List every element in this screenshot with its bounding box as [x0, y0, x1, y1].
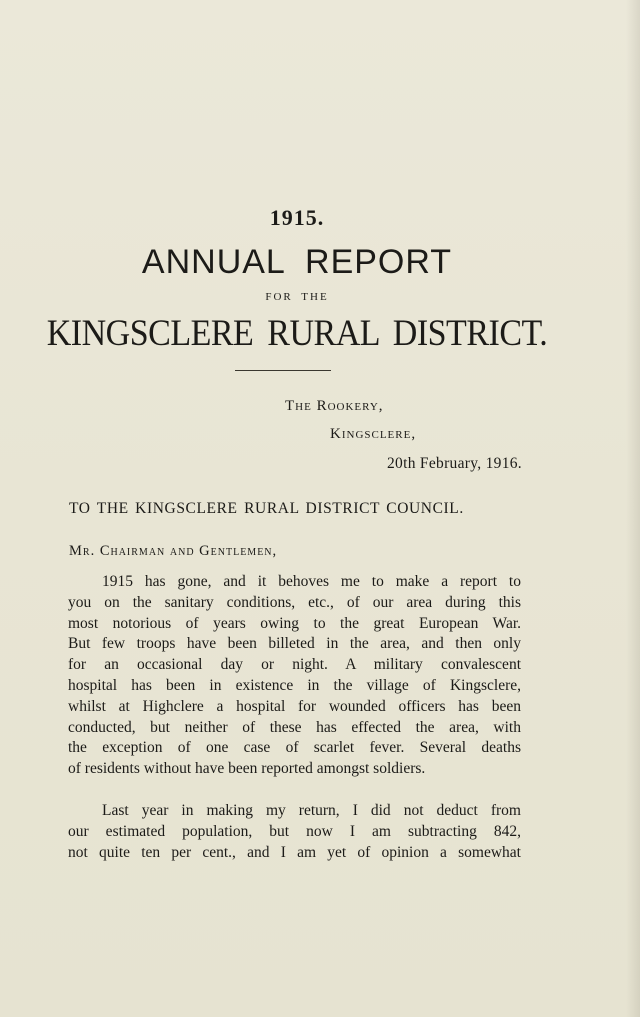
addressee-line: TO THE KINGSCLERE RURAL DISTRICT COUNCIL.	[69, 500, 464, 517]
body-line: for an occasional day or night. A military convalescent	[68, 656, 521, 674]
salutation: Mr. Chairman and Gentlemen,	[69, 543, 278, 559]
body-line: conducted, but neither of these has effected the area, with	[68, 718, 521, 736]
body-line: our estimated population, but now I am subtracting 842,	[68, 822, 521, 840]
body-line: not quite ten per cent., and I am yet of opinion a somewhat	[68, 843, 521, 861]
body-line: hospital has been in existence in the village of Kingsclere,	[68, 676, 521, 694]
report-year: 1915.	[269, 205, 325, 230]
body-line: 1915 has gone, and it behoves me to make a report to	[102, 573, 521, 590]
body-line: of residents without have been reported amongst soldiers.	[68, 760, 426, 778]
for-the-caption: FOR THE	[265, 291, 329, 303]
body-line: the exception of one case of scarlet fever. Several deaths	[68, 739, 521, 757]
report-title: ANNUAL REPORT	[141, 243, 453, 281]
body-text	[68, 572, 521, 863]
body-line: But few troops have been billeted in the area, and then only	[68, 635, 521, 653]
body-line: you on the sanitary conditions, etc., of our area during this	[68, 593, 521, 611]
title-divider	[235, 370, 331, 371]
address-line-1: The Rookery,	[285, 398, 384, 414]
district-heading: KINGSCLERE RURAL DISTRICT.	[46, 313, 548, 354]
body-line: most notorious of years owing to the great European War.	[68, 614, 521, 632]
letter-date: 20th February, 1916.	[386, 455, 522, 472]
body-line: Last year in making my return, I did not deduct from	[102, 801, 521, 819]
address-line-2: Kingsclere,	[330, 426, 417, 442]
body-line: whilst at Highclere a hospital for wounded officers has been	[68, 697, 521, 715]
